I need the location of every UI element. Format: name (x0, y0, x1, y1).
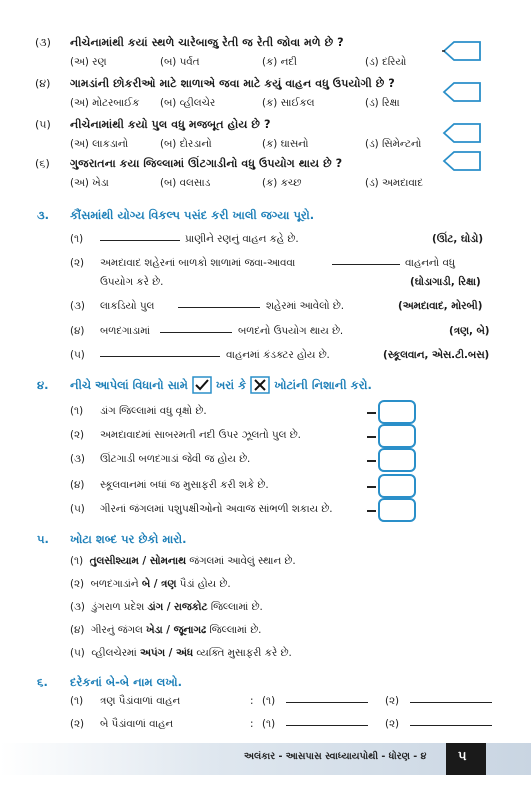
option: (બ) પર્વત (160, 56, 200, 68)
item-text: અમદાવાદ શહેરનાં બાળકો શાળામાં જવા-આવવા (100, 257, 296, 269)
answer-tag-box[interactable] (442, 40, 482, 62)
item-text: જંગલમાં આવેલું સ્થાન છે. (185, 555, 296, 567)
item-number: (૩) (70, 453, 85, 465)
section-title-part: નીચે આપેલાં વિધાનો સામે (70, 377, 188, 392)
word-options[interactable]: અપંગ / અંધ (140, 647, 194, 659)
word-options[interactable]: બે / ત્રણ (141, 578, 177, 590)
option: (ડ) અમદાવાદ (365, 177, 424, 189)
statement-text: ઊંટગાડી બળદગાડાં જેવી જ હોય છે. (100, 453, 251, 465)
question-text: નીચેનામાંથી કયાં સ્થળે ચારેબાજુ રેતી જ રેતી જોવા મળે છે ? (70, 36, 344, 49)
strike-item (70, 555, 296, 568)
true-false-box[interactable] (378, 474, 416, 498)
option: (અ) લાકડાનો (70, 138, 129, 150)
option: (ક) નદી (262, 56, 297, 68)
question-number: (૩) (35, 36, 51, 49)
section-number: ૫. (37, 532, 49, 546)
item-text: જિલ્લામાં છે. (206, 624, 262, 636)
option: (ડ) દરિયો (365, 56, 407, 68)
item-text: વાહનનો વધુ (405, 257, 456, 269)
section-number: ૬. (37, 675, 48, 689)
choice-text: (ઊંટ, ઘોડો) (432, 233, 484, 245)
item-text: બળદગાડામાં (100, 325, 151, 337)
item-number: (૨) (70, 429, 85, 441)
fill-blank[interactable] (178, 307, 260, 308)
answer-tag-box[interactable] (442, 150, 482, 172)
item-text: ગીરનું જંગલ (90, 624, 147, 636)
fill-blank[interactable] (100, 356, 220, 357)
section-title-part: ખોટાંની નિશાની કરો. (274, 377, 372, 392)
item-text: બળદનો ઉપયોગ થાય છે. (238, 325, 344, 337)
item-text: પૈડાં હોય છે. (176, 578, 231, 590)
word-options[interactable]: ડાંગ / રાજકોટ (147, 601, 208, 613)
item-number: (૧) (70, 233, 84, 245)
section-title: દરેકનાં બે-બે નામ લખો. (70, 675, 183, 689)
section-title: કૌંસમાંથી યોગ્ય વિકલ્પ પસંદ કરી ખાલી જગ્યા પૂરો. (70, 208, 315, 222)
item-number: (૪) (70, 325, 85, 337)
choice-text: (સ્કૂલવાન, એસ.ટી.બસ) (383, 349, 490, 361)
option: (બ) દોરડાનો (160, 138, 212, 150)
choice-text: (ત્રણ, બે) (449, 325, 490, 337)
strike-item (70, 578, 231, 591)
true-false-box[interactable] (378, 448, 416, 472)
true-false-box[interactable] (378, 400, 416, 424)
option: (ડ) રિક્ષા (365, 97, 400, 109)
choice-text: (અમદાવાદ, મોરબી) (398, 300, 483, 312)
item-text: ડુંગરાળ પ્રદેશ (91, 601, 148, 613)
section-title-part: ખરાં કે (215, 377, 247, 392)
item-number: (૫) (70, 349, 85, 361)
statement-text: ડાંગ જિલ્લામાં વધુ વૃક્ષો છે. (100, 405, 207, 417)
footer-title: અલંકાર - આસપાસ સ્વાધ્યાયપોથી - ધોરણ - ૪ (244, 751, 427, 762)
item-number: (૪) (70, 624, 85, 636)
item-text: ઉપયોગ કરે છે. (100, 276, 164, 288)
statement-text: ગીરનાં જંગલમાં પશુપક્ષીઓનો અવાજ સાંભળી શકાય છે. (100, 503, 333, 515)
statement-text: અમદાવાદમાં સાબરમતી નદી ઉપર ઝૂલતો પુલ છે. (100, 429, 301, 441)
item-text: પ્રાણીને રણનું વાહન કહે છે. (185, 233, 299, 245)
option: (બ) વ્હીલચેર (160, 97, 216, 109)
fill-blank[interactable] (410, 702, 492, 703)
fill-blank[interactable] (160, 332, 232, 333)
answer-dash (367, 412, 376, 414)
choice-text: (ઘોડાગાડી, રિક્ષા) (410, 276, 481, 288)
question-number: (૫) (35, 118, 51, 131)
answer-number: (૧) (262, 695, 276, 707)
word-options[interactable]: તુલસીશ્યામ / સોમનાથ (89, 555, 186, 567)
colon: : (250, 695, 254, 707)
fill-blank[interactable] (286, 702, 368, 703)
word-options[interactable]: ખેડા / જૂનાગઢ (146, 624, 207, 636)
item-text: વાહનમાં કંડક્ટર હોય છે. (226, 349, 330, 361)
answer-tag-box[interactable] (442, 81, 482, 103)
item-text: ત્રણ પૈડાંવાળાં વાહન (100, 695, 181, 707)
section-number: ૪. (37, 378, 49, 392)
item-number: (૫) (70, 503, 85, 515)
page-number: ૫ (458, 749, 467, 764)
item-text: વ્યક્તિ મુસાફરી કરે છે. (193, 647, 292, 659)
answer-number: (૨) (385, 718, 400, 730)
item-text: જિલ્લામાં છે. (207, 601, 263, 613)
section-title: ખોટા શબ્દ પર છેકો મારો. (70, 532, 187, 546)
question-text: નીચેનામાંથી કયો પુલ વધુ મજબૂત હોય છે ? (70, 118, 271, 131)
option: (અ) રણ (70, 56, 107, 68)
item-text: વ્હીલચેરમાં (91, 647, 140, 659)
answer-number: (૨) (385, 695, 400, 707)
item-text: શહેરમાં આવેલો છે. (266, 300, 345, 312)
item-number: (૧) (70, 695, 84, 707)
item-number: (૪) (70, 479, 85, 491)
section-number: ૩. (37, 208, 50, 222)
item-number: (૩) (70, 300, 85, 312)
question-number: (૪) (35, 77, 51, 90)
answer-number: (૧) (262, 718, 276, 730)
option: (ક) સાઈકલ (262, 97, 315, 109)
fill-blank[interactable] (332, 264, 400, 265)
fill-blank[interactable] (286, 725, 368, 726)
item-number: (૨) (70, 578, 85, 590)
strike-item (70, 624, 261, 637)
fill-blank[interactable] (100, 240, 180, 241)
question-number: (૬) (35, 157, 50, 170)
question-text: ગુજરાતના કયા જિલ્લામાં ઊંટગાડીનો વધુ ઉપયોગ થાય છે ? (70, 157, 343, 170)
item-number: (૧) (70, 555, 84, 567)
true-false-box[interactable] (378, 424, 416, 448)
fill-blank[interactable] (410, 725, 492, 726)
statement-text: સ્કૂલવાનમાં બધાં જ મુસાફરી કરી શકે છે. (100, 479, 269, 491)
item-text: લાકડિયો પુલ (100, 300, 155, 312)
answer-dash (367, 460, 376, 462)
answer-dash (367, 510, 376, 512)
answer-dash (367, 486, 376, 488)
item-number: (૩) (70, 601, 85, 613)
strike-item (70, 601, 263, 614)
item-number: (૨) (70, 718, 85, 730)
cross-mark-icon (250, 376, 270, 394)
item-text: બે પૈડાંવાળાં વાહન (100, 718, 174, 730)
option: (ક) ઘાસનો (262, 138, 309, 150)
option: (ડ) સિમેન્ટનો (365, 138, 422, 150)
colon: : (250, 718, 254, 730)
question-text: ગામડાંની છોકરીઓ માટે શાળાએ જવા માટે કયું વાહન વધુ ઉપયોગી છે ? (70, 77, 395, 90)
strike-item (70, 647, 292, 660)
option: (ક) કચ્છ (262, 177, 302, 189)
option: (અ) મોટરબાઈક (70, 97, 140, 109)
option: (બ) વલસાડ (160, 177, 211, 189)
item-text: બળદગાડાંને (90, 578, 142, 590)
item-number: (૧) (70, 405, 84, 417)
item-number: (૨) (70, 257, 85, 269)
true-false-box[interactable] (378, 498, 416, 522)
answer-tag-box[interactable] (442, 122, 482, 144)
option: (અ) ખેડા (70, 177, 109, 189)
answer-dash (367, 436, 376, 438)
section-title (70, 376, 372, 394)
item-number: (૫) (70, 647, 85, 659)
check-mark-icon (192, 376, 212, 394)
